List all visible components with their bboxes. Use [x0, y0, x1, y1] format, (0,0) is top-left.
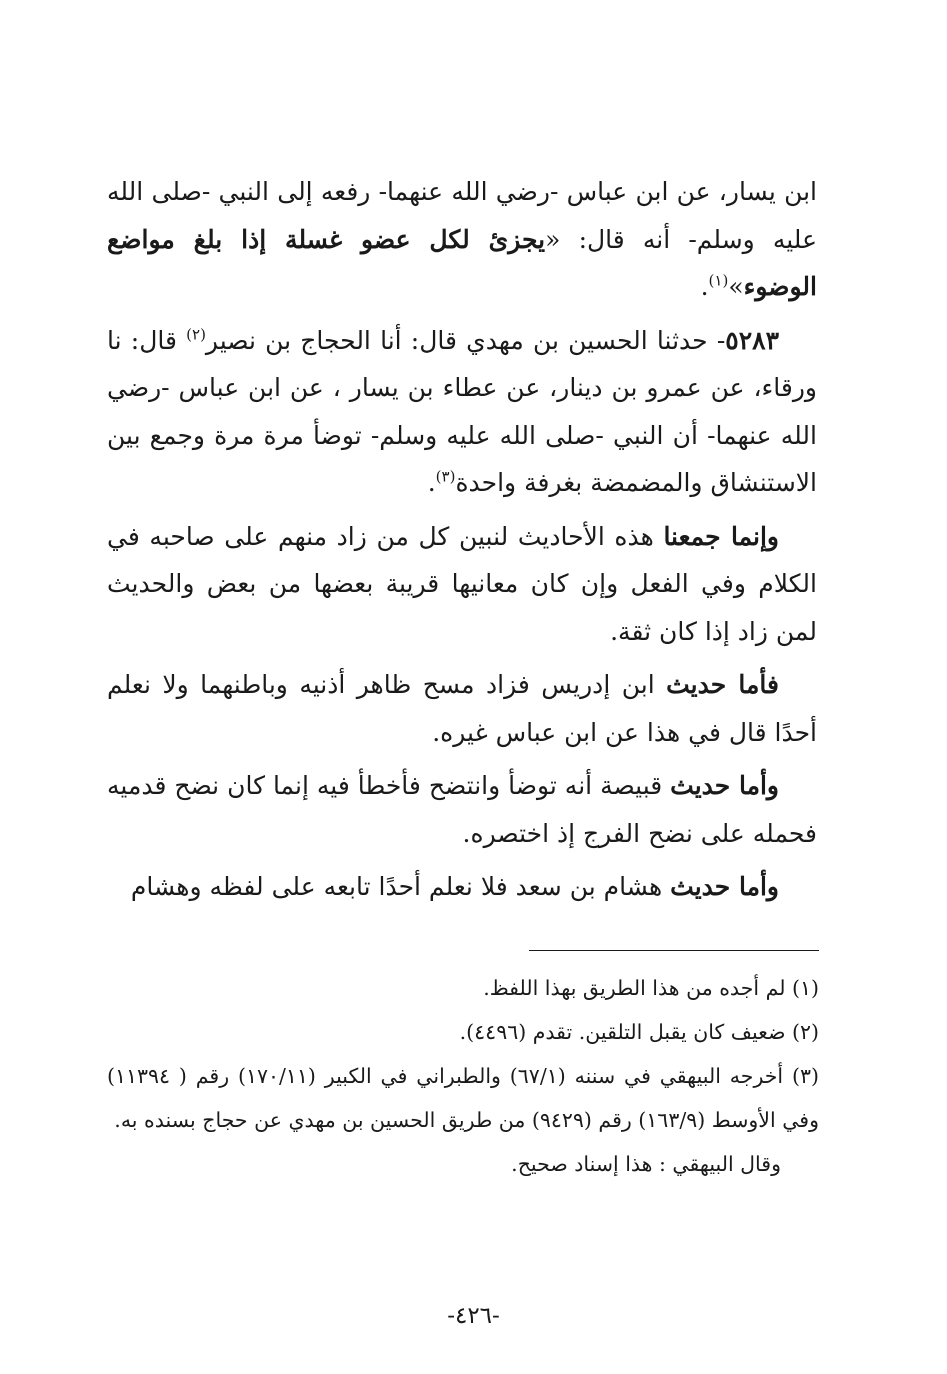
main-text: [107, 168, 817, 917]
paragraph-1: ابن يسار، عن ابن عباس -رضي الله عنهما- رفعه إلى النبي -صلى الله عليه وسلم- أنه قال: «يجزئ لكل عضو غسلة إذا بلغ مواضع الوضوء»$^{(١)}$.: [107, 177, 817, 301]
footnotes: [107, 966, 819, 1186]
page-number: -٤٢٦-: [447, 1303, 500, 1329]
footnote-ref-1[interactable]: (١): [708, 271, 729, 290]
footnote-divider: [529, 950, 819, 951]
footnote-ref-2[interactable]: (٢): [186, 325, 206, 344]
lead-phrase: فأما حديث: [666, 670, 779, 699]
paragraph-3: وإنما جمعنا هذه الأحاديث لنبين كل من زاد منهم على صاحبه في الكلام وفي الفعل وإن كان معانيها قريبة بعضها من بعض والحديث لمن زاد إذا كان ثقة.: [107, 521, 817, 646]
paragraph-6: وأما حديث هشام بن سعد فلا نعلم أحدًا تابعه على لفظه وهشام: [130, 872, 779, 901]
paragraph-4: فأما حديث ابن إدريس فزاد مسح ظاهر أذنيه وباطنهما ولا نعلم أحدًا قال في هذا عن ابن عباس غيره.: [107, 670, 817, 747]
footnote-ref-3[interactable]: (٣): [435, 467, 456, 486]
hadith-number: ٥٢٨٣: [725, 325, 779, 355]
footnote-1: (١) لم أجده من هذا الطريق بهذا اللفظ.: [483, 976, 819, 1000]
footnote-3: (٣) أخرجه البيهقي في سننه (٦٧/١) والطبراني في الكبير (١٧٠/١١) رقم ( ١١٣٩٤) وفي الأوسط (١٦٣/٩) رقم (٩٤٢٩) من طريق الحسين بن مهدي عن حجاج بسنده به.: [107, 1064, 819, 1132]
footnote-3-continuation: وقال البيهقي : هذا إسناد صحيح.: [511, 1152, 781, 1176]
paragraph-5: وأما حديث قبيصة أنه توضأ وانتضح فأخطأ فيه إنما كان نضح قدميه فحمله على نضح الفرج إذ اختصره.: [107, 771, 817, 848]
lead-phrase: وأما حديث: [670, 771, 779, 800]
lead-phrase: وإنما جمعنا: [663, 521, 779, 551]
hadith-quote: يجزئ لكل عضو غسلة إذا بلغ مواضع الوضوء: [107, 224, 817, 301]
footnote-2: (٢) ضعيف كان يقبل التلقين. تقدم (٤٤٩٦).: [459, 1020, 819, 1044]
lead-phrase: وأما حديث: [670, 872, 779, 901]
paragraph-hadith-5283: ٥٢٨٣- حدثنا الحسين بن مهدي قال: أنا الحجاج بن نصير$^{(٢)}$ قال: نا ورقاء، عن عمرو بن دينار، عن عطاء بن يسار ، عن ابن عباس -رضي الله عنهما- أن النبي -صلى الله عليه وسلم- توضأ مرة مرة وجمع بين الاستنشاق والمضمضة بغرفة واحدة$^{(٣)}$.: [107, 325, 817, 497]
